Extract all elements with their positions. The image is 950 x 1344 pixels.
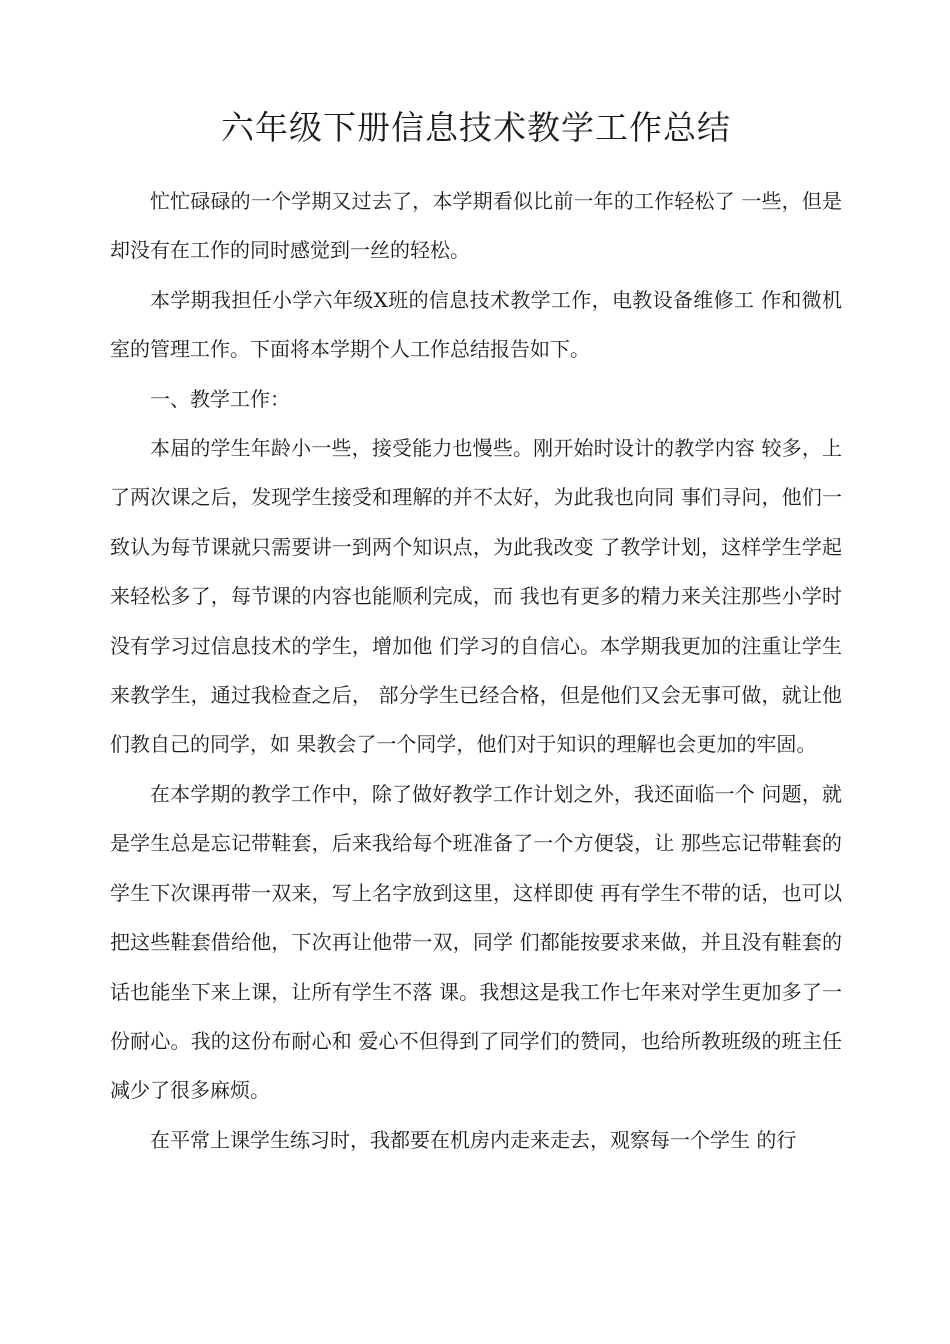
paragraph-shoe-covers: 在本学期的教学工作中，除了做好教学工作计划之外，我还面临一个 问题，就是学生总是忘记带鞋套，后来我给每个班准备了一个方便袋，让 那些忘记带鞋套的学生下次课再带一双来，写上名字放到这里，这样即使 再有学生不带的话，也可以把这些鞋套借给他，下次再让他带一双，同学 们都能按要求来做，并且没有鞋套的话也能坐下来上课，让所有学生不落 课。我想这是我工作七年来对学生更加多了一份耐心。我的这份布耐心和 爱心不但得到了同学们的赞同，也给所教班级的班主任减少了很多麻烦。 (110, 781, 842, 1103)
paragraph-teaching-plan: 本届的学生年龄小一些，接受能力也慢些。刚开始时设计的教学内容 较多，上了两次课之后，发现学生接受和理解的并不太好，为此我也向同 事们寻问，他们一致认为每节课就只需要讲一到两个知识点，为此我改变 了教学计划，这样学生学起来轻松多了，每节课的内容也能顺利完成，而 我也有更多的精力来关注那些小学时没有学习过信息技术的学生，增加他 们学习的自信心。本学期我更加的注重让学生来教学生，通过我检查之后， 部分学生已经合格，但是他们又会无事可做，就让他们教自己的同学，如 果教会了一个同学，他们对于知识的理解也会更加的牢固。 (110, 436, 842, 757)
paragraph-duties: 本学期我担任小学六年级X班的信息技术教学工作，电教设备维修工 作和微机室的管理工作。下面将本学期个人工作总结报告如下。 (110, 287, 842, 362)
paragraph-intro: 忙忙碌碌的一个学期又过去了，本学期看似比前一年的工作轻松了 一些，但是却没有在工作的同时感觉到一丝的轻松。 (110, 189, 842, 263)
paragraph-classroom-practice: 在平常上课学生练习时，我都要在机房内走来走去，观察每一个学生 的行 (150, 1127, 797, 1152)
document-title: 六年级下册信息技术教学工作总结 (221, 108, 731, 147)
document-body (110, 177, 842, 1165)
section-heading-teaching: 一、教学工作： (150, 386, 290, 411)
